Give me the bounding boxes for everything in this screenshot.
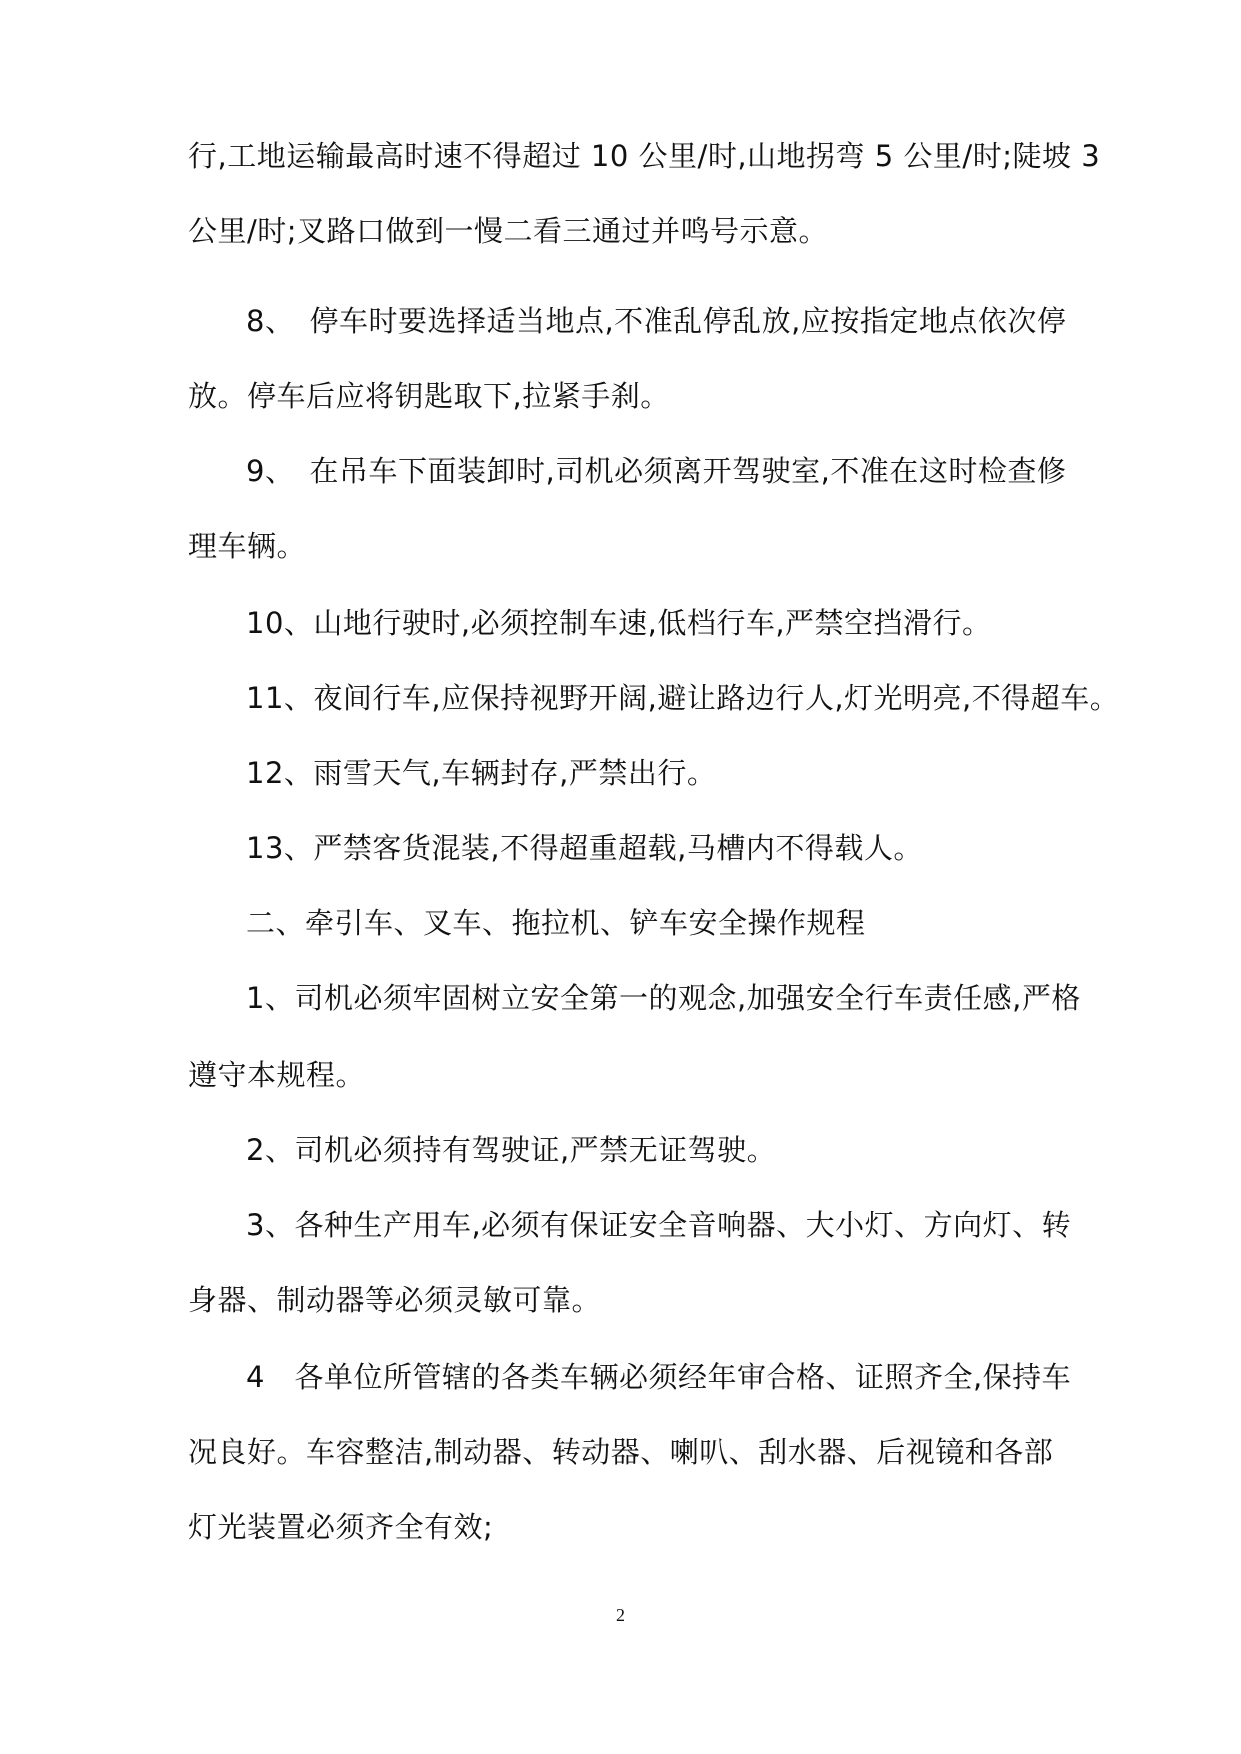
text-line-13: 遵守本规程。 [188,1058,366,1092]
text-line-14: 2、司机必须持有驾驶证,严禁无证驾驶。 [246,1133,777,1167]
text-line-10: 13、严禁客货混装,不得超重超载,马槽内不得载人。 [246,831,923,865]
text-line-2: 公里/时;叉路口做到一慢二看三通过并鸣号示意。 [188,214,829,248]
section-heading: 二、牵引车、叉车、拖拉机、铲车安全操作规程 [246,906,866,940]
text-line-8: 11、夜间行车,应保持视野开阔,避让路边行人,灯光明亮,不得超车。 [246,681,1120,715]
text-line-15: 3、各种生产用车,必须有保证安全音响器、大小灯、方向灯、转 [246,1208,1072,1242]
text-line-1: 行,工地运输最高时速不得超过 10 公里/时,山地拐弯 5 公里/时;陡坡 3 [188,139,1101,173]
text-line-18: 况良好。车容整洁,制动器、转动器、喇叭、刮水器、后视镜和各部 [188,1435,1054,1469]
text-line-3: 8、 停车时要选择适当地点,不准乱停乱放,应按指定地点依次停 [246,304,1067,338]
text-line-7: 10、山地行驶时,必须控制车速,低档行车,严禁空挡滑行。 [246,606,992,640]
text-line-6: 理车辆。 [188,529,307,563]
text-line-5: 9、 在吊车下面装卸时,司机必须离开驾驶室,不准在这时检查修 [246,454,1067,488]
page-number: 2 [616,1605,625,1625]
text-line-19: 灯光装置必须齐全有效; [188,1510,494,1544]
text-line-17: 4 各单位所管辖的各类车辆必须经年审合格、证照齐全,保持车 [246,1360,1072,1394]
text-line-12: 1、司机必须牢固树立安全第一的观念,加强安全行车责任感,严格 [246,981,1081,1015]
text-line-4: 放。停车后应将钥匙取下,拉紧手刹。 [188,379,670,413]
text-line-16: 身器、制动器等必须灵敏可靠。 [188,1283,602,1317]
text-line-9: 12、雨雪天气,车辆封存,严禁出行。 [246,756,717,790]
